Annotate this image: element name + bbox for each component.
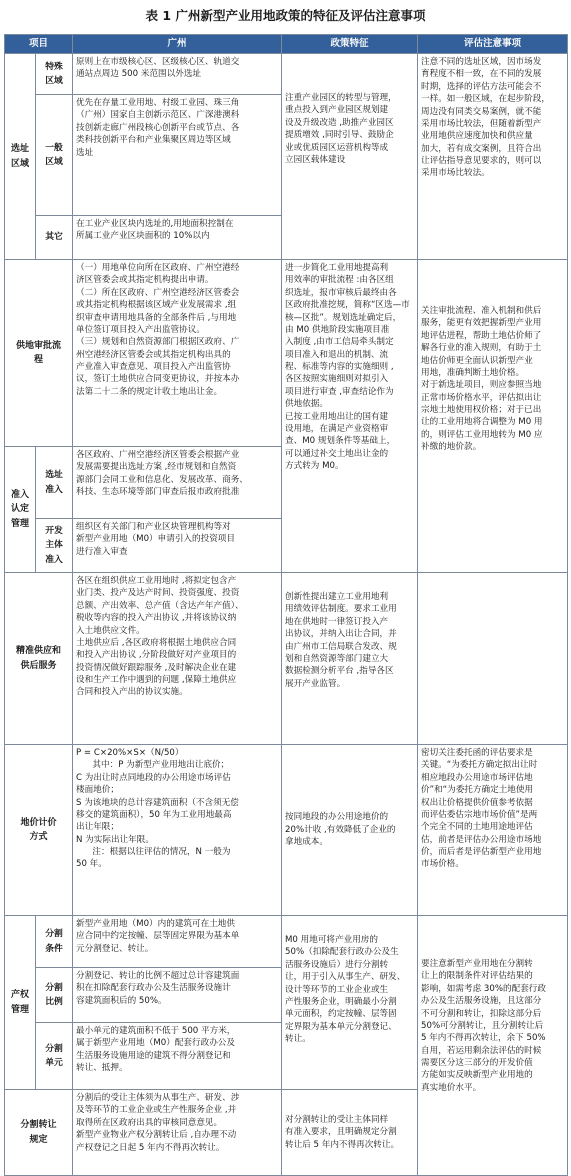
table-row (5, 260, 568, 447)
header-feature: 政策特征 (282, 35, 418, 54)
sub-split-condition: 分割 条件 (36, 916, 73, 968)
note-site: 注意不同的选址区域，因市场发 育程度不相一致，在不同的发展 时期，选择的评估方法可能会不 一样。如一般区域，在起步阶段， 周边没有同类交易案例，就不能 采用市场比较法，但随着新型产 业用地供应速度加快和供应量 加大，若有成交案例，且符合出 让评估指导意见要求的，则可以 采用市场比较法。 (418, 54, 568, 260)
gz-transfer: 分割后的受让主体须为从事生产、研发、涉 及等环节的工业企业或生产性服务企业 ,并 取得所在区政府出具的审核同意意见。 新型产业物业产权分割转让后 ,自办理不动 产权登记之日起 5 年内不得再次转让。 (73, 1090, 282, 1176)
sub-dev-access: 开发 主体 准入 (36, 519, 73, 573)
category-approval: 供地审批流 程 (5, 260, 73, 447)
category-site: 选址 区域 (5, 54, 36, 260)
header-guangzhou: 广州 (73, 35, 282, 54)
feature-price: 按同地段的办公用途地价的 20%计收 ,有效降低了企业的 拿地成本。 (282, 745, 418, 916)
gz-other: 在工业产业区块内选址的,用地面积控制在 所属工业产业区块面积的 10%以内 (73, 216, 282, 260)
policy-table (4, 34, 568, 1176)
gz-dev-access: 组织区有关部门和产业区块管理机构等对 新型产业用地（M0）申请引入的投资项目 进行准入审查 (73, 519, 282, 573)
category-property: 产权 管理 (5, 916, 36, 1090)
category-access: 准入 认定 管理 (5, 447, 36, 573)
header-item: 项目 (5, 35, 73, 54)
table-row (5, 573, 568, 745)
category-transfer: 分割转让 规定 (5, 1090, 73, 1176)
gz-precise: 各区在组织供应工业用地时 ,将拟定包含产 业门类、投产及达产时间、投资强度、投资 总额、产出效率、总产值（含达产年产值）、 税收等内容的投入产出协议 ,并将该协议纳 入土地供应文件。 土地供应后 ,各区政府将根据土地供应合同 和投入产出协议 ,分阶段做好对产业项目的 投资情况做好跟踪服务 ,及时解决企业在建 设和生产工作中遇到的问题 ,保障土地供应 合同和投入产出的协议实施。 (73, 573, 282, 745)
gz-price: P = C×20%×S×（N/50） 其中：P 为新型产业用地出让底价； C 为出让时点同地段的办公用途市场评估 楼面地价； S 为该地块的总计容建筑面积（不含须无偿 移交的建筑面积），50 年为工业用地最高 出让年限； N 为实际出让年限。 注：根据以往评估的情况，N 一般为 50 年。 (73, 745, 282, 916)
table-title: 表 1 广州新型产业用地政策的特征及评估注意事项 (145, 8, 426, 23)
feature-approval-access: 进一步简化工业用地提高利 用效率的审批流程 :由各区组 织选址，报市审核后最终由各 区政府批准挖规，简称“区选—市 核—区批”。规划选址确定后， 由 M0 供地阶段实施项目准 入制度 ,由市工信局牵头制定 项目准入和退出的机制、流 程、标准等内容的实施细则 , 各区按照实施细则对拟引入 项目进行审查 ,审查结论作为 供地依据。 已按工业用地出让的国有建 设用地，在满足产业资格审 查、M0 规划条件等基础上， 可以通过补交土地出让金的 方式转为 M0。 (282, 260, 418, 573)
note-approval-access: 关注审批流程、准入机制和供后 服务，能更有效把握新型产业用 地评估进程，帮助土地估价师了 解各行业的准入规则，有助于土 地估价师更全面认识新型产业 用地，准确判断土地价格。 对于新选址项目，则应参照当地 正常市场价格水平，评估拟出让 宗地土地使用权价格；对于已出 让的工业用地将合调整为 M0 用 的，则评估工业用地转为 M0 应 补缴的地价款。 (418, 260, 568, 573)
header-note: 评估注意事项 (418, 35, 568, 54)
note-price: 密切关注委托函的评估要求是 关键。“为委托方确定拟出让时 相应地段办公用途市场评估地 价”和“为委托方确定土地使用 权出让价格提供价值参考依据 而评估委估宗地市场价值”是两 个完全不同的土地用途地评估 估，前者是评估办公用途市场地 价，而后者是评估新型产业用地 市场价格。 (418, 745, 568, 916)
gz-split-unit: 最小单元的建筑面积不低于 500 平方米， 属于新型产业用地（M0）配套行政办公及 生活服务设施用途的建筑不得分割登记和 转让、抵押。 (73, 1023, 282, 1090)
sub-other: 其它 (36, 216, 73, 260)
gz-split-condition: 新型产业用地（M0）内的建筑可在土地供 应合同中约定按幢、层等固定界限为基本单 元分割登记、转让。 (73, 916, 282, 968)
header-row (5, 35, 568, 54)
gz-special-area: 原则上在市级核心区、区级核心区、轨道交 通站点周边 500 米范围以外选址 (73, 54, 282, 95)
sub-split-unit: 分割 单元 (36, 1023, 73, 1090)
category-precise: 精准供应和 供后服务 (5, 573, 73, 745)
feature-site: 注重产业园区的转型与管理， 重点投入到产业园区规划建 设及升级改造 ,助推产业园区 提质增效 ,同时引导、鼓励企 业或优质园区运营机构等成 立园区载体建设 (282, 54, 418, 260)
sub-split-ratio: 分割 比例 (36, 968, 73, 1023)
feature-precise: 创新性提出建立工业用地利 用绩效评估制度。要求工业用 地在供地时一律签订投入产 出协议，并纳入出让合同，并 由广州市工信局联合发改、规 划和自然资源等部门建立大 数据检测分析平台 ,指导各区 展开产业监管。 (282, 573, 418, 745)
feature-transfer: 对分割转让的受让主体同样 有准入要求，且明确规定分割 转让后 5 年内不得再次转让。 (282, 1090, 418, 1176)
gz-general-area: 优先在存量工业用地、村级工业园、珠三角 （广州）国家自主创新示范区、广深港澳科 技创新走廊广州段核心创新平台或节点、各 类科技创新平台和产业集聚区周边等区域 选址 (73, 95, 282, 216)
gz-approval: （一）用地单位向所在区政府、广州空港经 济区管委会或其指定机构提出申请。 （二）所在区政府、广州空港经济区管委会 或其指定机构根据该区域产业发展需求 ,组 织审查申请用地具备的全部条件后 ,与用地 单位签订项目投入产出监管协议。 （三）规划和自然资源部门根据区政府、广 州空港经济区管委会或其指定机构出具的 产业准入审查意见、项目投入产出监管协 议，签订土地供应合同变更协议，并按本办 法第二十二条的规定计收土地出让金。 (73, 260, 282, 447)
table-row (5, 54, 568, 95)
gz-split-ratio: 分割登记、转让的比例不超过总计容建筑面 积在扣除配套行政办公及生活服务设施计 容建筑面积后的 50%。 (73, 968, 282, 1023)
table-row (5, 745, 568, 916)
feature-property: M0 用地可将产业用房的 50%（扣除配套行政办公及生 活服务设施后）进行分割转 让，用于引入从事生产、研发、 设计等环节的工业企业或生 产性服务企业，明确最小分割 单元面积，约定按幢、层等固 定界限为基本单元分割登记、 转让。 (282, 916, 418, 1090)
note-property-transfer: 要注意新型产业用地在分割转 让上的限制条件对评估结果的 影响，如需考虑 30%的配套行政 办公及生活服务设施，且这部分 不可分割和转让，扣除这部分后 50%可分割转让，且分割转让后 5 年内不得再次转让，余下 50% 自用，若运用剩余法评估的时候 需要区分这三部分的开发价值 方能如实反映新型产业用地的 真实地价水平。 (418, 916, 568, 1176)
category-price: 地价计价 方式 (5, 745, 73, 916)
note-precise (418, 573, 568, 745)
table-row (5, 916, 568, 968)
sub-general-area: 一般 区域 (36, 95, 73, 216)
sub-site-access: 选址 准入 (36, 447, 73, 519)
sub-special-area: 特殊 区域 (36, 54, 73, 95)
gz-site-access: 各区政府、广州空港经济区管委会根据产业 发展需要提出选址方案 ,经市规划和自然资 源部门会同工业和信息化、发展改革、商务、 科技、生态环境等部门审查后报市政府批准 (73, 447, 282, 519)
